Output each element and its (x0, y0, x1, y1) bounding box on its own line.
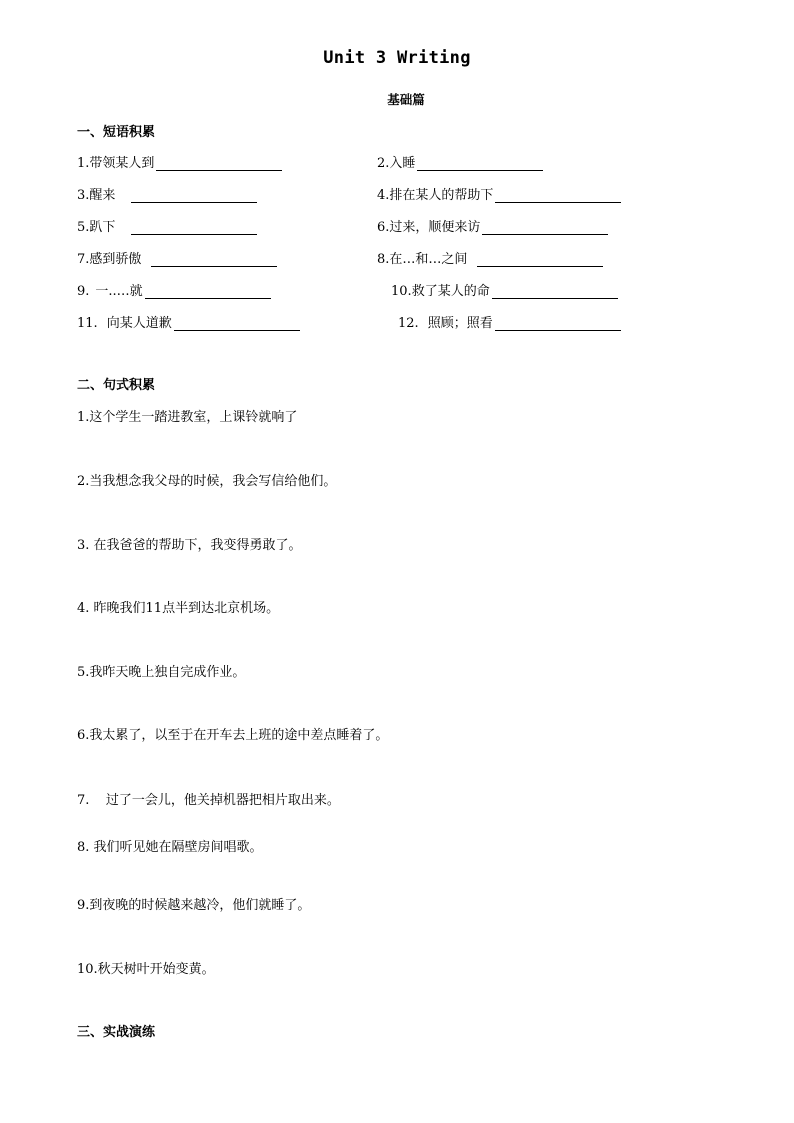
phrase-item (77, 248, 277, 267)
answer-blank[interactable] (131, 188, 257, 203)
sentence-item: 10.秋天树叶开始变黄。 (77, 962, 215, 977)
page-title: Unit 3 Writing (323, 48, 471, 68)
answer-blank[interactable] (492, 284, 618, 299)
phrase-item (377, 248, 603, 267)
phrase-number: 2. (377, 156, 390, 171)
phrase-text: 带领某人到 (89, 156, 155, 171)
section-heading-practice: 三、实战演练 (77, 1025, 156, 1040)
phrase-number: 7. (77, 252, 90, 267)
answer-blank[interactable] (145, 284, 271, 299)
phrase-text: 照顾；照看 (427, 316, 493, 331)
phrase-number: 1. (77, 156, 90, 171)
phrase-number: 6. (377, 220, 390, 235)
phrase-text: 排在某人的帮助下 (389, 188, 494, 203)
phrase-number: 4. (377, 188, 390, 203)
phrase-text: 入睡 (389, 156, 416, 171)
answer-blank[interactable] (495, 188, 621, 203)
phrase-number: 5. (77, 220, 90, 235)
phrase-number: 12. (398, 316, 419, 331)
sentence-item: 8. 我们听见她在隔壁房间唱歌。 (77, 840, 263, 855)
phrase-text: 醒来 (89, 188, 116, 203)
phrase-text: 一..…就 (95, 284, 143, 299)
phrase-text: 在…和…之间 (389, 252, 468, 267)
sentence-item: 2.当我想念我父母的时候，我会写信给他们。 (77, 474, 337, 489)
answer-blank[interactable] (174, 316, 300, 331)
phrase-item (77, 152, 282, 171)
answer-blank[interactable] (417, 156, 543, 171)
phrase-text: 过来，顺便来访 (389, 220, 481, 235)
phrase-item (377, 216, 608, 235)
phrase-item (77, 312, 300, 331)
phrase-text: 救了某人的命 (411, 284, 490, 299)
phrase-number: 3. (77, 188, 90, 203)
section-heading-phrases: 一、短语积累 (77, 125, 156, 140)
sentence-item: 5.我昨天晚上独自完成作业。 (77, 665, 246, 680)
phrase-number: 9. (77, 284, 90, 299)
phrase-item (377, 184, 621, 203)
phrase-item (77, 280, 271, 299)
answer-blank[interactable] (495, 316, 621, 331)
phrase-text: 向某人道歉 (106, 316, 172, 331)
answer-blank[interactable] (477, 252, 603, 267)
sentence-item: 7. 过了一会儿，他关掉机器把相片取出来。 (77, 793, 340, 808)
phrase-item (398, 312, 621, 331)
sentence-item: 3. 在我爸爸的帮助下，我变得勇敢了。 (77, 538, 302, 553)
phrase-text: 感到骄傲 (89, 252, 142, 267)
phrase-item (77, 184, 257, 203)
sentence-item: 9.到夜晚的时候越来越冷，他们就睡了。 (77, 898, 311, 913)
phrase-item (77, 216, 257, 235)
phrase-item (377, 152, 543, 171)
phrase-number: 11. (77, 316, 98, 331)
sentence-item: 4. 昨晚我们11点半到达北京机场。 (77, 601, 280, 616)
sentence-item: 1.这个学生一踏进教室，上课铃就响了 (77, 410, 298, 425)
page-subtitle: 基础篇 (387, 92, 425, 107)
answer-blank[interactable] (151, 252, 277, 267)
answer-blank[interactable] (482, 220, 608, 235)
phrase-text: 趴下 (89, 220, 116, 235)
phrase-item (391, 280, 618, 299)
section-heading-sentences: 二、句式积累 (77, 378, 156, 393)
phrase-number: 10. (391, 284, 412, 299)
phrase-number: 8. (377, 252, 390, 267)
answer-blank[interactable] (131, 220, 257, 235)
sentence-item: 6.我太累了，以至于在开车去上班的途中差点睡着了。 (77, 728, 389, 743)
answer-blank[interactable] (156, 156, 282, 171)
